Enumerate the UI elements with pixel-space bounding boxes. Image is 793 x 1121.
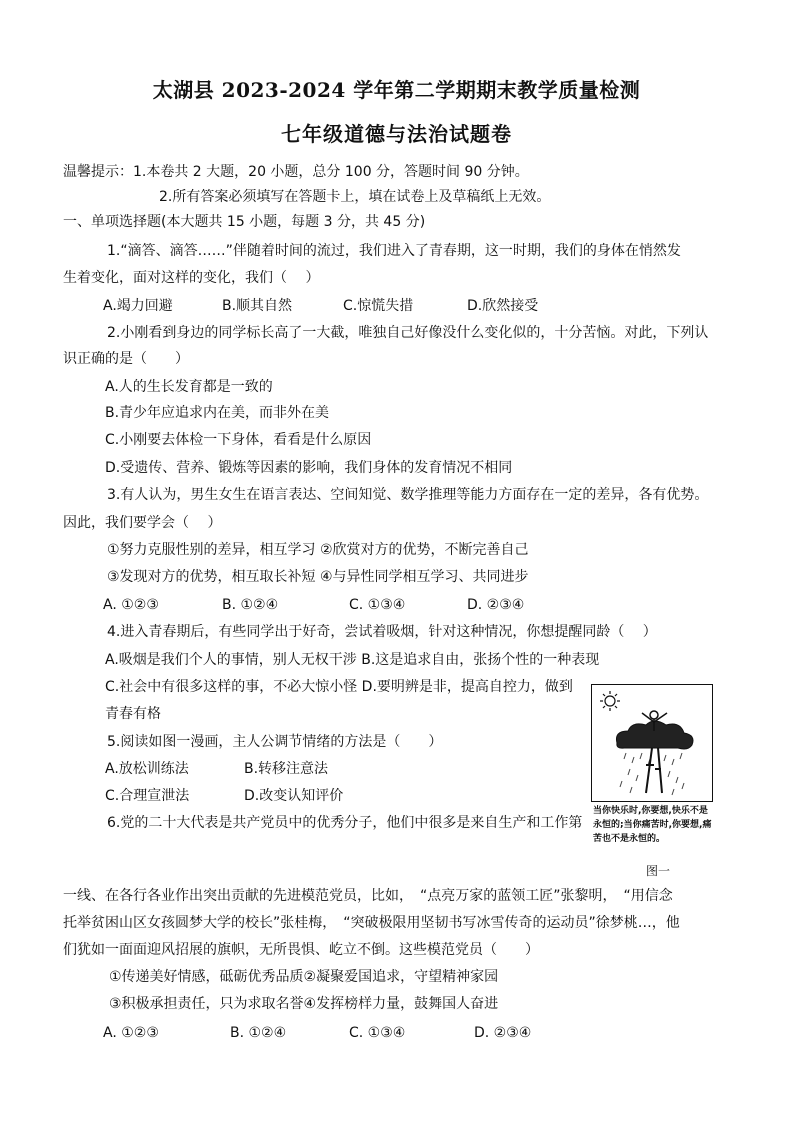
question-4-option-d-cont: 青春有格 (105, 706, 161, 722)
question-6-option-c: C. ①③④ (349, 1025, 406, 1041)
question-5-option-a: A.放松训练法 (105, 761, 189, 777)
question-3-statements-2: ③发现对方的优势，相互取长补短 ④与异性同学相互学习、共同进步 (107, 569, 529, 585)
notice-line-1: 温馨提示：1.本卷共 2 大题，20 小题，总分 100 分，答题时间 90 分钟。 (63, 164, 529, 180)
cartoon-caption: 当你快乐时,你要想,快乐不是永恒的;当你痛苦时,你要想,痛苦也不是永恒的。 (593, 806, 712, 844)
exam-title: 太湖县 2023-2024 学年第二学期期末教学质量检测 (152, 78, 641, 102)
notice-line-2: 2.所有答案必须填写在答题卡上，填在试卷上及草稿纸上无效。 (159, 189, 551, 205)
question-3-option-b: B. ①②④ (222, 597, 279, 613)
cartoon-image (591, 684, 713, 802)
question-2-option-d: D.受遗传、营养、锻炼等因素的影响，我们身体的发育情况不相同 (105, 460, 513, 476)
sun-icon (600, 691, 620, 711)
question-5-option-c: C.合理宣泄法 (105, 788, 190, 804)
question-3-option-d: D. ②③④ (467, 597, 525, 613)
question-1-option-d: D.欣然接受 (467, 298, 539, 314)
question-6-stem-line-2: 一线、在各行各业作出突出贡献的先进模范党员，比如， “点亮万家的蓝领工匠”张黎明， “用信念 (63, 888, 673, 904)
question-6-stem: 6.党的二十大代表是共产党员中的优秀分子，他们中很多是来自生产和工作第 (107, 815, 583, 831)
figure-1 (591, 684, 713, 860)
question-6-statements-2: ③积极承担责任，只为求取名誉④发挥榜样力量，鼓舞国人奋进 (109, 996, 499, 1012)
question-6-statements-1: ①传递美好情感，砥砺优秀品质②凝聚爱国追求，守望精神家园 (109, 969, 499, 985)
question-6-stem-line-3: 托举贫困山区女孩圆梦大学的校长”张桂梅， “突破极限用坚韧书写冰雪传奇的运动员”徐梦桃…，他 (63, 915, 680, 931)
stilts (646, 748, 662, 793)
exam-subtitle: 七年级道德与法治试题卷 (281, 122, 512, 146)
question-4-stem: 4.进入青春期后，有些同学出于好奇，尝试着吸烟，针对这种情况，你想提醒同龄（ ） (107, 624, 657, 640)
section-heading: 一、单项选择题(本大题共 15 小题，每题 3 分，共 45 分) (63, 214, 426, 230)
question-1-option-a: A.竭力回避 (103, 298, 173, 314)
question-3-stem-cont: 因此，我们要学会（ ） (63, 515, 222, 531)
question-5-stem: 5.阅读如图一漫画，主人公调节情绪的方法是（ ） (107, 734, 443, 750)
figure-label: 图一 (646, 864, 671, 878)
question-3-option-a: A. ①②③ (103, 597, 159, 613)
question-6-option-b: B. ①②④ (230, 1025, 287, 1041)
question-2-option-c: C.小刚要去体检一下身体，看看是什么原因 (105, 432, 372, 448)
question-3-stem: 3.有人认为，男生女生在语言表达、空间知觉、数学推理等能力方面存在一定的差异，各有优势。 (107, 487, 709, 503)
cartoon-drawing (592, 685, 712, 801)
question-4-options-ab: A.吸烟是我们个人的事情，别人无权干涉 B.这是追求自由，张扬个性的一种表现 (105, 652, 600, 668)
question-4-options-cd: C.社会中有很多这样的事，不必大惊小怪 D.要明辨是非，提高自控力，做到 (105, 679, 573, 695)
question-5-option-d: D.改变认知评价 (244, 788, 344, 804)
question-2-stem-cont: 识正确的是（ ） (63, 351, 189, 367)
question-5-option-b: B.转移注意法 (244, 761, 329, 777)
question-1-option-c: C.惊慌失措 (343, 298, 414, 314)
question-6-stem-line-4: 们犹如一面面迎风招展的旗帜，无所畏惧、屹立不倒。这些模范党员（ ） (63, 942, 539, 958)
question-2-option-a: A.人的生长发育都是一致的 (105, 379, 273, 395)
question-2-option-b: B.青少年应追求内在美，而非外在美 (105, 405, 330, 421)
question-6-option-a: A. ①②③ (103, 1025, 159, 1041)
question-2-stem: 2.小刚看到身边的同学标长高了一大截，唯独自己好像没什么变化似的，十分苦恼。对此，下列认 (107, 325, 709, 341)
question-6-option-d: D. ②③④ (474, 1025, 532, 1041)
rain-drops (620, 753, 684, 795)
question-3-statements-1: ①努力克服性别的差异，相互学习 ②欣赏对方的优势，不断完善自己 (107, 542, 529, 558)
question-1-stem: 1.“滴答、滴答……”伴随着时间的流过，我们进入了青春期，这一时期，我们的身体在悄然发 (107, 243, 681, 259)
question-3-option-c: C. ①③④ (349, 597, 406, 613)
question-1-option-b: B.顺其自然 (222, 298, 293, 314)
question-1-stem-cont: 生着变化，面对这样的变化，我们（ ） (63, 270, 320, 286)
